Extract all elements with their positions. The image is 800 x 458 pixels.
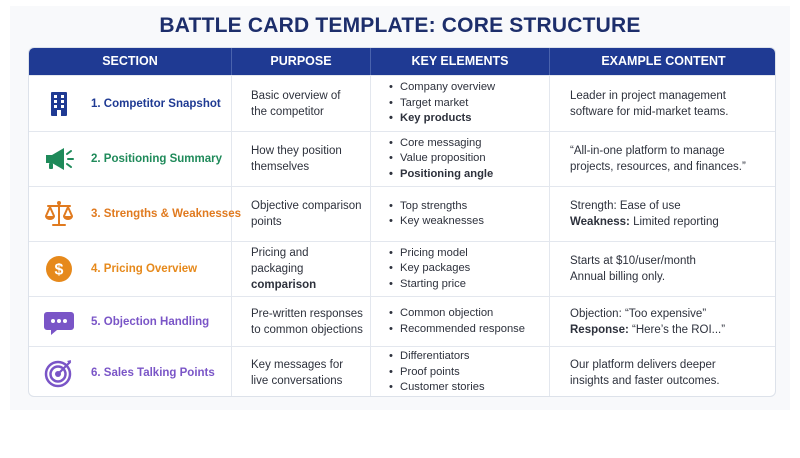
section-cell [29,76,232,131]
example-label: Strength: [570,200,617,212]
list-item: • Key weaknesses [389,214,484,230]
list-item: • Value proposition [389,151,493,167]
target-icon [43,357,75,389]
section-cell [29,242,232,296]
list-item: • Positioning angle [389,167,493,183]
list-item: • Target market [389,96,495,112]
example-line: Our platform delivers deeper [570,358,716,371]
purpose-line: Basic overview of [251,89,341,102]
purpose-cell [232,242,371,296]
purpose-cell [232,297,371,346]
example-cell [550,347,776,397]
section-cell [29,347,232,397]
example-value: Limited reporting [629,216,719,228]
purpose-line: How they position [251,145,342,157]
key-elements-cell [371,347,550,397]
table-row [29,296,776,346]
section-cell [29,132,232,186]
example-cell [550,76,776,131]
purpose-line: Pre-written responses [251,307,363,320]
megaphone-icon [43,143,75,175]
list-item: • Pricing model [389,246,470,262]
example-line [570,214,719,230]
battle-card-table [28,47,776,397]
example-line [570,322,725,338]
example-line: Annual billing only. [570,271,666,283]
list-item: • Top strengths [389,199,484,215]
header-example-content: EXAMPLE CONTENT [601,54,726,68]
list-item: • Differentiators [389,349,485,365]
purpose-cell [232,347,371,397]
table-row [29,75,776,131]
list-item: • Key packages [389,261,470,277]
dollar-coin-icon [43,253,75,285]
key-elements-cell [371,187,550,241]
list-item: • Company overview [389,80,495,96]
purpose-line: points [251,216,282,228]
purpose-line: themselves [251,161,310,173]
key-elements-cell [371,76,550,131]
table-row [29,186,776,241]
key-elements-cell [371,242,550,296]
example-cell [550,242,776,296]
key-elements-cell [371,132,550,186]
example-value: Ease of use [616,200,681,212]
header-key-elements: KEY ELEMENTS [371,48,550,75]
example-line: Leader in project management [570,89,726,102]
example-line: “All-in-one platform to manage [570,145,725,157]
purpose-line: the competitor [251,105,324,118]
building-icon [43,88,75,120]
example-line [570,198,719,214]
example-cell [550,297,776,346]
section-label: 4. Pricing Overview [91,263,198,275]
example-label: Objection: [570,307,622,320]
purpose-line: comparison [251,279,317,291]
example-cell [550,132,776,186]
list-item: • Core messaging [389,136,493,152]
purpose-line: live conversations [251,374,343,387]
section-cell [29,297,232,346]
key-elements-cell [371,297,550,346]
section-label: 6. Sales Talking Points [91,366,215,379]
page-title: BATTLE CARD TEMPLATE: CORE STRUCTURE [159,14,641,37]
list-item: • Key products [389,111,495,127]
table-row [29,346,776,397]
header-purpose: PURPOSE [232,48,371,75]
scales-icon [43,198,75,230]
example-line: Starts at $10/user/month [570,255,696,267]
purpose-line: Key messages for [251,358,344,371]
list-item: • Recommended response [389,322,525,338]
purpose-cell [232,132,371,186]
purpose-line: Pricing and packaging [251,247,309,275]
section-label: 2. Positioning Summary [91,153,222,165]
example-value: “Too expensive” [621,307,707,320]
purpose-cell [232,187,371,241]
example-line: software for mid-market teams. [570,105,729,118]
list-item: • Proof points [389,365,485,381]
purpose-cell [232,76,371,131]
example-value: “Here’s the ROI...” [628,323,726,336]
list-item: • Customer stories [389,380,485,396]
purpose-line: Objective comparison [251,200,362,212]
example-cell [550,187,776,241]
section-label: 5. Objection Handling [91,315,210,328]
example-line: projects, resources, and finances.” [570,161,746,173]
example-label: Response: [570,323,629,336]
list-item: • Starting price [389,277,470,293]
section-label: 3. Strengths & Weaknesses [91,208,241,220]
table-row [29,131,776,186]
list-item: • Common objection [389,306,525,322]
example-line: insights and faster outcomes. [570,374,720,387]
svg-text:$: $ [54,261,64,279]
purpose-line: to common objections [251,323,363,336]
table-header [29,48,776,75]
section-label: 1. Competitor Snapshot [91,97,221,110]
table-row [29,241,776,296]
chat-bubble-icon [43,306,75,338]
header-section: SECTION [29,48,232,75]
example-label: Weakness: [570,216,630,228]
example-line [570,306,725,322]
section-cell [29,187,241,241]
